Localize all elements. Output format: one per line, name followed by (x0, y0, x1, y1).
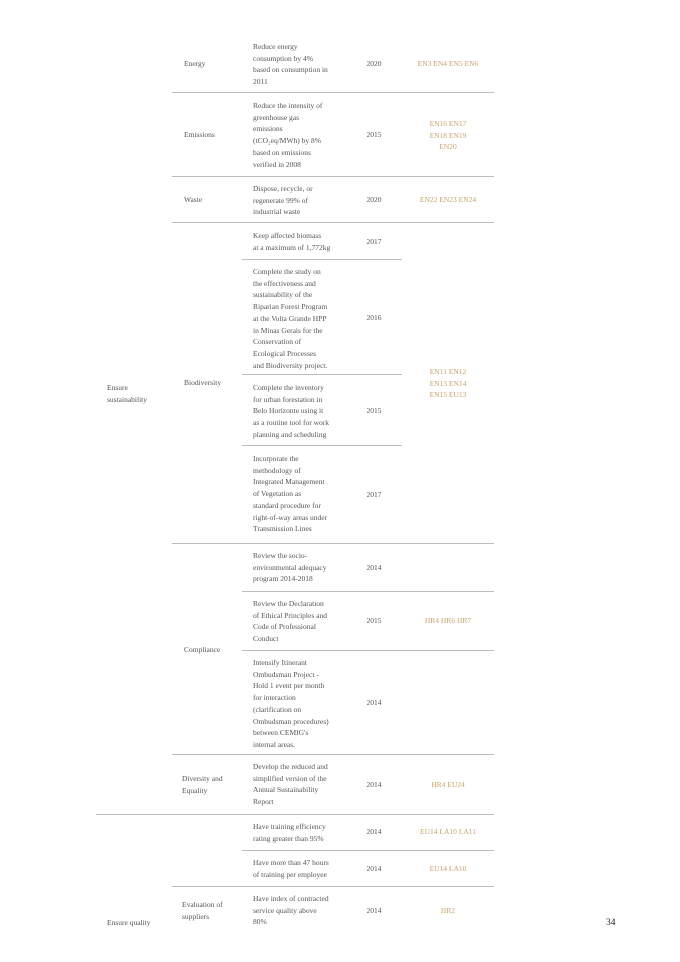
year-cell: 2014 (366, 563, 382, 572)
row-divider (172, 886, 494, 887)
row-divider (172, 543, 494, 544)
goal-cell: Complete the inventory for urban forestation in Belo Horizonte using it as a routine tool for work planning and scheduling (253, 383, 330, 439)
row-divider (172, 92, 494, 93)
goal-cell: Review the Declaration of Ethical Principles and Code of Professional Conduct (253, 599, 327, 644)
row-divider (242, 850, 494, 851)
goal-cell: Keep affected biomass at a maximum of 1,772kg (253, 231, 331, 252)
year-cell: 2020 (366, 195, 382, 204)
theme-cell: Ensure quality (107, 918, 151, 927)
topic-cell: Energy (184, 59, 206, 68)
row-divider (172, 754, 494, 755)
year-cell: 2014 (366, 906, 382, 915)
year-cell: 2014 (366, 827, 382, 836)
year-cell: 2016 (366, 313, 382, 322)
year-cell: 2017 (366, 237, 382, 246)
gri-cell: EN16 EN17 EN18 EN19 EN20 (429, 119, 467, 152)
goal-cell: Incorporate the methodology of Integrated Management of Vegetation as standard procedure for right-of-way areas under Transmission Lines (253, 454, 328, 534)
year-cell: 2014 (366, 780, 382, 789)
goal-cell: Complete the study on the effectiveness and sustainability of the Riparian Forest Program at the Volta Grande HPP in Minas Gerais for the Conservation of Ecological Processes and Biodiversity project. (253, 267, 328, 370)
gri-cell: EN22 EN23 EN24 (419, 195, 477, 204)
year-cell: 2017 (366, 490, 382, 499)
year-cell: 2015 (366, 616, 382, 625)
goal-cell: Reduce energy consumption by 4% based on consumption in 2011 (253, 42, 328, 87)
year-cell: 2015 (366, 130, 382, 139)
goal-cell: Have more than 47 hours of training per employee (253, 858, 329, 879)
row-divider (96, 814, 494, 815)
row-divider (172, 222, 494, 223)
page-number: 34 (606, 918, 616, 928)
row-divider (242, 374, 402, 375)
gri-cell: EN11 EN12 EN13 EN14 EN15 EU13 (429, 367, 467, 400)
row-divider (242, 591, 494, 592)
row-divider (242, 445, 402, 446)
theme-cell: Ensure sustainability (107, 383, 147, 404)
year-cell: 2014 (366, 698, 382, 707)
gri-cell: EU14 LA10 (429, 864, 467, 873)
year-cell: 2020 (366, 59, 382, 68)
topic-cell: Waste (184, 195, 203, 204)
gri-cell: EU14 LA10 LA11 (420, 827, 476, 836)
gri-cell: HR4 EU24 (431, 780, 465, 789)
goal-cell: Have index of contracted service quality above 80% (253, 894, 329, 927)
goal-cell: Intensify Itinerant Ombudsman Project - Hold 1 event per month for interaction (clarification on Ombudsman procedures) between CEMIG's internal areas. (253, 658, 329, 749)
gri-cell: HR2 (440, 906, 456, 915)
goal-cell: Review the socio- environmental adequacy program 2014-2018 (253, 551, 327, 584)
gri-cell: EN3 EN4 EN5 EN6 (417, 59, 479, 68)
row-divider (172, 176, 494, 177)
row-divider (242, 259, 402, 260)
topic-cell: Compliance (184, 645, 221, 654)
year-cell: 2015 (366, 406, 382, 415)
topic-cell: Emissions (184, 130, 215, 139)
goal-cell: Dispose, recycle, or regenerate 99% of industrial waste (253, 184, 313, 217)
row-divider (242, 650, 494, 651)
topic-cell: Evaluation of suppliers (182, 900, 223, 921)
goal-cell: Reduce the intensity of greenhouse gas emissions (tCO₂eq/MWh) by 8% based on emissions verified in 2008 (253, 101, 323, 169)
goal-cell: Develop the reduced and simplified version of the Annual Sustainability Report (253, 762, 328, 807)
topic-cell: Biodiversity (184, 378, 222, 387)
gri-cell: HR4 HR6 HR7 (424, 616, 472, 625)
year-cell: 2014 (366, 864, 382, 873)
goal-cell: Have training efficiency rating greater than 95% (253, 822, 326, 843)
topic-cell: Diversity and Equality (182, 774, 223, 795)
